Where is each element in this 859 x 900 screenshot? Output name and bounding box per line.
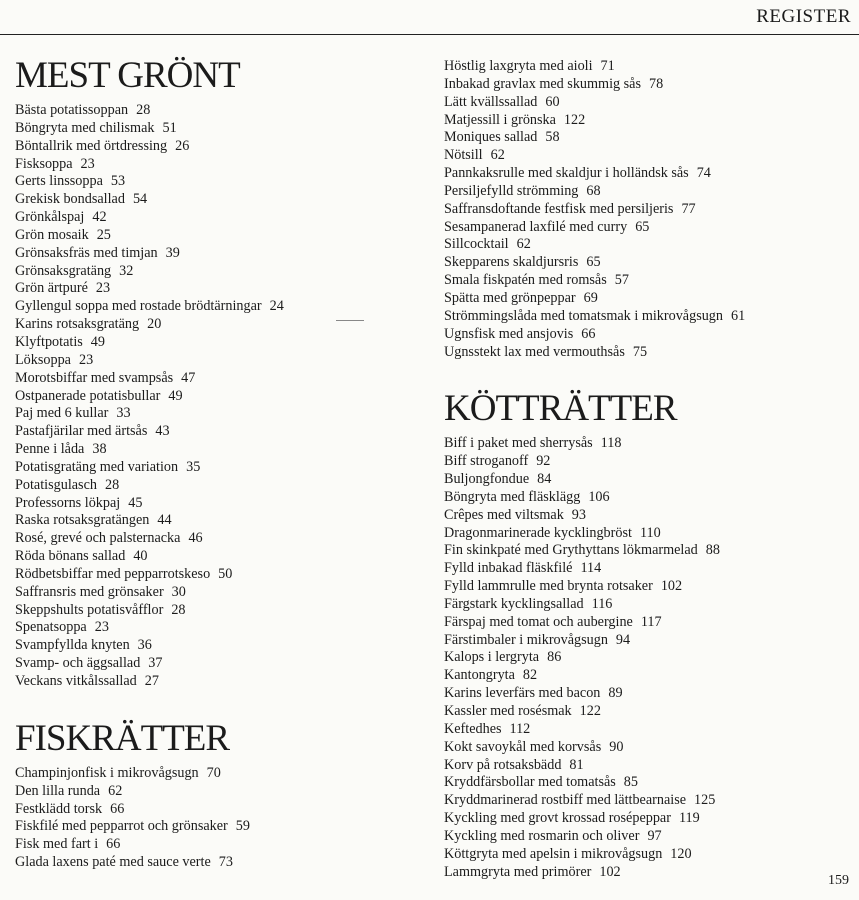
section-gap bbox=[15, 691, 415, 713]
entry-page-number: 85 bbox=[623, 774, 638, 791]
entry-name: Grönsaksfräs med timjan bbox=[15, 244, 158, 261]
index-entry bbox=[444, 507, 849, 525]
entry-name: Persiljefylld strömming bbox=[444, 182, 579, 199]
entry-page-number: 23 bbox=[94, 619, 109, 636]
index-entry bbox=[15, 584, 415, 602]
entry-name: Köttgryta med apelsin i mikrovågsugn bbox=[444, 845, 663, 862]
entry-name: Sillcocktail bbox=[444, 236, 509, 253]
entry-name: Morotsbiffar med svampsås bbox=[15, 369, 174, 386]
index-entry bbox=[444, 828, 849, 846]
entry-page-number: 88 bbox=[705, 542, 720, 559]
index-entry bbox=[15, 245, 415, 263]
entry-name: Bästa potatissoppan bbox=[15, 102, 129, 118]
index-entry bbox=[444, 578, 849, 596]
index-entry bbox=[444, 326, 849, 344]
index-entry bbox=[15, 801, 415, 819]
index-entry bbox=[15, 673, 415, 691]
entry-page-number: 90 bbox=[609, 738, 624, 755]
index-entry bbox=[444, 165, 849, 183]
index-entry bbox=[444, 94, 849, 112]
entry-name: Karins leverfärs med bacon bbox=[444, 685, 601, 702]
entry-name: Keftedhes bbox=[444, 720, 502, 737]
entry-page-number: 33 bbox=[116, 405, 131, 422]
index-entry bbox=[15, 298, 415, 316]
entry-page-number: 110 bbox=[639, 524, 661, 541]
entry-page-number: 94 bbox=[615, 631, 631, 648]
index-entry bbox=[15, 619, 415, 637]
entry-page-number: 62 bbox=[516, 236, 531, 253]
entry-page-number: 36 bbox=[137, 637, 152, 654]
entry-name: Champinjonfisk i mikrovågsugn bbox=[15, 764, 199, 781]
header-rule bbox=[0, 34, 859, 35]
entry-name: Pastafjärilar med ärtsås bbox=[15, 423, 148, 440]
stray-dash-mark bbox=[336, 320, 364, 321]
entry-name: Biff stroganoff bbox=[444, 453, 529, 470]
index-entry bbox=[444, 219, 849, 237]
index-entry bbox=[444, 76, 849, 94]
section-title-kottratter: KÖTTRÄTTER bbox=[444, 388, 677, 430]
entry-name: Böngryta med chilismak bbox=[15, 119, 155, 136]
entry-name: Glada laxens paté med sauce verte bbox=[15, 854, 211, 871]
entry-name: Gyllengul soppa med rostade brödtärningar bbox=[15, 298, 262, 315]
entry-page-number: 86 bbox=[547, 649, 562, 666]
index-entry bbox=[444, 147, 849, 165]
index-entry bbox=[15, 423, 415, 441]
index-entry bbox=[444, 757, 849, 775]
entry-name: Färspaj med tomat och aubergine bbox=[444, 613, 633, 630]
entry-page-number: 112 bbox=[509, 720, 531, 737]
entry-name: Korv på rotsaksbädd bbox=[444, 756, 562, 773]
index-entry bbox=[15, 102, 415, 120]
entry-page-number: 49 bbox=[168, 387, 183, 404]
index-entry bbox=[444, 435, 849, 453]
entry-name: Höstlig laxgryta med aioli bbox=[444, 58, 593, 74]
entry-page-number: 44 bbox=[157, 512, 172, 529]
entry-page-number: 49 bbox=[90, 333, 105, 350]
entry-name: Professorns lökpaj bbox=[15, 494, 121, 511]
index-entry bbox=[15, 120, 415, 138]
entry-name: Löksoppa bbox=[15, 351, 71, 368]
entry-name: Fylld lammrulle med brynta rotsaker bbox=[444, 578, 653, 595]
entry-name: Pannkaksrulle med skaldjur i holländsk sås bbox=[444, 165, 689, 182]
index-entry bbox=[15, 836, 415, 854]
entry-name: Inbakad gravlax med skummig sås bbox=[444, 75, 642, 92]
entry-page-number: 50 bbox=[218, 565, 233, 582]
entry-page-number: 102 bbox=[660, 578, 683, 595]
entry-page-number: 23 bbox=[78, 351, 94, 368]
entry-page-number: 20 bbox=[147, 316, 162, 333]
index-entry bbox=[444, 632, 849, 650]
entry-name: Kryddfärsbollar med tomatsås bbox=[444, 774, 616, 791]
index-entry bbox=[444, 792, 849, 810]
entry-page-number: 78 bbox=[649, 75, 664, 92]
entry-name: Strömmingslåda med tomatsmak i mikrovågsugn bbox=[444, 307, 723, 324]
entry-page-number: 119 bbox=[678, 810, 700, 827]
entry-page-number: 114 bbox=[580, 560, 602, 577]
entry-page-number: 61 bbox=[731, 307, 746, 324]
index-entry bbox=[15, 655, 415, 673]
entry-name: Färgstark kycklingsallad bbox=[444, 595, 584, 612]
index-entry bbox=[15, 441, 415, 459]
index-entry bbox=[444, 846, 849, 864]
entry-name: Dragonmarinerade kycklingbröst bbox=[444, 524, 632, 541]
entry-page-number: 77 bbox=[681, 200, 696, 217]
entry-page-number: 45 bbox=[128, 494, 143, 511]
entry-page-number: 53 bbox=[110, 173, 126, 190]
entry-name: Sesampanerad laxfilé med curry bbox=[444, 218, 628, 235]
index-entry bbox=[15, 370, 415, 388]
index-entry bbox=[444, 236, 849, 254]
index-entry bbox=[15, 530, 415, 548]
index-entry bbox=[15, 173, 415, 191]
index-entry bbox=[444, 183, 849, 201]
index-entry bbox=[444, 560, 849, 578]
entry-name: Lammgryta med primörer bbox=[444, 863, 592, 880]
entry-name: Nötsill bbox=[444, 147, 483, 164]
entry-name: Potatisgratäng med variation bbox=[15, 458, 179, 475]
entry-page-number: 122 bbox=[579, 703, 601, 719]
index-entry bbox=[444, 703, 849, 721]
index-entry bbox=[15, 512, 415, 530]
entry-name: Fin skinkpaté med Grythyttans lökmarmelad bbox=[444, 542, 698, 559]
index-entry bbox=[15, 316, 415, 334]
entry-name: Kokt savoykål med korvsås bbox=[444, 738, 602, 755]
entry-page-number: 37 bbox=[148, 655, 163, 672]
entry-name: Raska rotsaksgratängen bbox=[15, 512, 150, 529]
entry-page-number: 54 bbox=[132, 191, 148, 208]
entry-page-number: 74 bbox=[696, 165, 711, 182]
entry-list bbox=[15, 765, 415, 872]
entry-name: Smala fiskpatén med romsås bbox=[444, 272, 607, 289]
index-entry bbox=[444, 489, 849, 507]
entry-page-number: 89 bbox=[608, 685, 623, 702]
entry-name: Potatisgulasch bbox=[15, 476, 97, 493]
index-entry bbox=[15, 334, 415, 352]
entry-name: Saffransris med grönsaker bbox=[15, 583, 164, 600]
entry-name: Kyckling med rosmarin och oliver bbox=[444, 827, 640, 844]
index-entry bbox=[15, 783, 415, 801]
entry-page-number: 66 bbox=[581, 325, 596, 342]
entry-name: Fisk med fart i bbox=[15, 836, 99, 853]
entry-name: Fylld inbakad fläskfilé bbox=[444, 560, 573, 577]
index-entry bbox=[444, 344, 849, 362]
index-entry bbox=[15, 459, 415, 477]
entry-list bbox=[15, 102, 415, 691]
index-entry bbox=[15, 765, 415, 783]
entry-page-number: 75 bbox=[632, 343, 648, 360]
running-header: REGISTER bbox=[756, 6, 851, 27]
index-entry bbox=[15, 602, 415, 620]
entry-name: Fiskfilé med pepparrot och grönsaker bbox=[15, 818, 228, 835]
entry-name: Klyftpotatis bbox=[15, 333, 83, 350]
entry-page-number: 58 bbox=[545, 129, 560, 146]
entry-name: Grekisk bondsallad bbox=[15, 191, 125, 208]
entry-name: Svamp- och äggsallad bbox=[15, 655, 141, 672]
entry-page-number: 84 bbox=[537, 471, 552, 488]
index-entry bbox=[444, 308, 849, 326]
entry-name: Svampfyllda knyten bbox=[15, 637, 130, 654]
entry-page-number: 93 bbox=[571, 506, 586, 523]
index-entry bbox=[15, 280, 415, 298]
entry-name: Spenatsoppa bbox=[15, 619, 87, 636]
entry-page-number: 82 bbox=[522, 667, 538, 684]
entry-page-number: 66 bbox=[110, 800, 125, 817]
entry-page-number: 24 bbox=[269, 298, 284, 315]
entry-page-number: 32 bbox=[119, 262, 134, 279]
section-title-mest-gront: MEST GRÖNT bbox=[15, 55, 240, 96]
index-entry bbox=[444, 272, 849, 290]
entry-page-number: 65 bbox=[586, 254, 601, 271]
index-entry bbox=[15, 637, 415, 655]
entry-name: Kassler med rosésmak bbox=[444, 703, 572, 719]
entry-page-number: 46 bbox=[188, 530, 203, 547]
entry-page-number: 40 bbox=[133, 548, 148, 565]
entry-page-number: 25 bbox=[96, 226, 111, 243]
entry-name: Ostpanerade potatisbullar bbox=[15, 387, 161, 404]
index-entry bbox=[444, 774, 849, 792]
left-column bbox=[15, 52, 415, 872]
entry-name: Grönkålspaj bbox=[15, 209, 85, 226]
index-entry bbox=[15, 495, 415, 513]
index-entry bbox=[444, 614, 849, 632]
index-entry bbox=[444, 596, 849, 614]
entry-name: Färstimbaler i mikrovågsugn bbox=[444, 631, 608, 648]
entry-page-number: 38 bbox=[92, 441, 107, 458]
index-entry bbox=[15, 405, 415, 423]
section-gap bbox=[444, 361, 849, 383]
entry-page-number: 30 bbox=[171, 583, 186, 600]
index-entry bbox=[15, 209, 415, 227]
entry-list bbox=[444, 58, 849, 361]
entry-page-number: 116 bbox=[591, 595, 613, 612]
entry-name: Veckans vitkålssallad bbox=[15, 673, 137, 689]
right-column bbox=[444, 52, 849, 881]
entry-page-number: 120 bbox=[670, 845, 692, 862]
entry-page-number: 39 bbox=[165, 244, 180, 261]
entry-name: Rödbetsbiffar med pepparrotskeso bbox=[15, 565, 211, 582]
index-entry bbox=[444, 542, 849, 560]
index-entry bbox=[444, 525, 849, 543]
entry-name: Grön mosaik bbox=[15, 226, 89, 243]
entry-name: Saffransdoftande festfisk med persiljeris bbox=[444, 200, 674, 217]
entry-name: Moniques sallad bbox=[444, 129, 538, 146]
entry-page-number: 92 bbox=[536, 453, 551, 470]
entry-name: Matjessill i grönska bbox=[444, 111, 556, 128]
index-entry bbox=[444, 58, 849, 76]
entry-page-number: 122 bbox=[563, 111, 586, 128]
index-entry bbox=[444, 649, 849, 667]
entry-page-number: 71 bbox=[600, 58, 615, 74]
entry-name: Rosé, grevé och palsternacka bbox=[15, 530, 181, 547]
entry-page-number: 23 bbox=[95, 280, 111, 297]
entry-name: Den lilla runda bbox=[15, 782, 101, 799]
entry-page-number: 102 bbox=[599, 863, 621, 880]
index-entry bbox=[444, 254, 849, 272]
entry-name: Grön ärtpuré bbox=[15, 280, 88, 297]
index-entry bbox=[444, 471, 849, 489]
index-entry bbox=[444, 739, 849, 757]
entry-page-number: 42 bbox=[92, 209, 107, 226]
index-entry bbox=[444, 721, 849, 739]
entry-name: Penne i låda bbox=[15, 441, 85, 458]
entry-page-number: 59 bbox=[235, 818, 250, 835]
entry-name: Karins rotsaksgratäng bbox=[15, 316, 140, 333]
entry-page-number: 70 bbox=[206, 764, 221, 781]
entry-page-number: 26 bbox=[175, 137, 190, 154]
index-entry bbox=[15, 388, 415, 406]
entry-page-number: 62 bbox=[490, 147, 505, 164]
entry-page-number: 68 bbox=[586, 182, 601, 199]
index-entry bbox=[15, 227, 415, 245]
entry-page-number: 69 bbox=[583, 289, 598, 306]
index-entry bbox=[444, 667, 849, 685]
entry-name: Kalops i lergryta bbox=[444, 649, 540, 666]
index-entry bbox=[444, 201, 849, 219]
entry-name: Kyckling med grovt krossad rosépeppar bbox=[444, 810, 671, 827]
index-entry bbox=[15, 566, 415, 584]
index-entry bbox=[15, 854, 415, 872]
entry-page-number: 62 bbox=[108, 782, 123, 799]
index-entry bbox=[444, 810, 849, 828]
entry-page-number: 97 bbox=[647, 827, 662, 844]
entry-name: Crêpes med viltsmak bbox=[444, 506, 564, 523]
entry-page-number: 23 bbox=[80, 155, 95, 172]
index-entry bbox=[15, 548, 415, 566]
entry-name: Paj med 6 kullar bbox=[15, 405, 109, 422]
entry-name: Skeppshults potatisvåfflor bbox=[15, 601, 164, 618]
entry-page-number: 117 bbox=[640, 613, 662, 630]
entry-page-number: 60 bbox=[545, 93, 560, 110]
entry-list bbox=[444, 435, 849, 881]
entry-name: Skepparens skaldjursris bbox=[444, 254, 579, 271]
entry-name: Spätta med grönpeppar bbox=[444, 289, 576, 306]
page-number: 159 bbox=[828, 873, 849, 888]
index-entry bbox=[444, 685, 849, 703]
entry-page-number: 28 bbox=[171, 601, 186, 618]
entry-name: Böngryta med fläsklägg bbox=[444, 488, 581, 505]
entry-name: Biff i paket med sherrysås bbox=[444, 435, 593, 452]
index-entry bbox=[15, 191, 415, 209]
entry-name: Kryddmarinerad rostbiff med lättbearnaise bbox=[444, 792, 687, 809]
entry-page-number: 81 bbox=[569, 756, 584, 773]
index-entry bbox=[15, 263, 415, 281]
entry-page-number: 57 bbox=[614, 272, 629, 289]
entry-page-number: 118 bbox=[600, 435, 622, 452]
entry-name: Röda bönans sallad bbox=[15, 548, 126, 565]
entry-page-number: 65 bbox=[635, 218, 650, 235]
index-entry bbox=[15, 138, 415, 156]
entry-name: Kantongryta bbox=[444, 667, 515, 684]
entry-name: Böntallrik med örtdressing bbox=[15, 137, 168, 154]
entry-page-number: 51 bbox=[162, 119, 177, 136]
entry-name: Fisksoppa bbox=[15, 155, 73, 172]
index-entry bbox=[15, 156, 415, 174]
entry-page-number: 66 bbox=[106, 836, 121, 853]
entry-page-number: 73 bbox=[218, 854, 233, 871]
entry-name: Gerts linssoppa bbox=[15, 173, 103, 190]
entry-page-number: 125 bbox=[694, 792, 716, 809]
index-entry bbox=[444, 129, 849, 147]
index-entry bbox=[15, 818, 415, 836]
entry-name: Buljongfondue bbox=[444, 471, 530, 488]
index-entry bbox=[444, 453, 849, 471]
index-entry bbox=[444, 290, 849, 308]
index-entry bbox=[15, 477, 415, 495]
entry-page-number: 43 bbox=[155, 423, 170, 440]
entry-page-number: 47 bbox=[181, 369, 196, 386]
entry-name: Ugnsfisk med ansjovis bbox=[444, 325, 574, 342]
entry-page-number: 27 bbox=[144, 673, 159, 689]
entry-page-number: 106 bbox=[588, 488, 610, 505]
index-entry bbox=[444, 112, 849, 130]
entry-name: Festklädd torsk bbox=[15, 800, 103, 817]
entry-name: Lätt kvällssallad bbox=[444, 93, 538, 110]
index-entry bbox=[444, 864, 849, 882]
section-title-fiskratter: FISKRÄTTER bbox=[15, 717, 230, 759]
entry-page-number: 35 bbox=[186, 458, 201, 475]
entry-page-number: 28 bbox=[136, 102, 151, 118]
entry-name: Grönsaksgratäng bbox=[15, 262, 112, 279]
entry-name: Ugnsstekt lax med vermouthsås bbox=[444, 343, 625, 360]
index-entry bbox=[15, 352, 415, 370]
entry-page-number: 28 bbox=[104, 476, 120, 493]
